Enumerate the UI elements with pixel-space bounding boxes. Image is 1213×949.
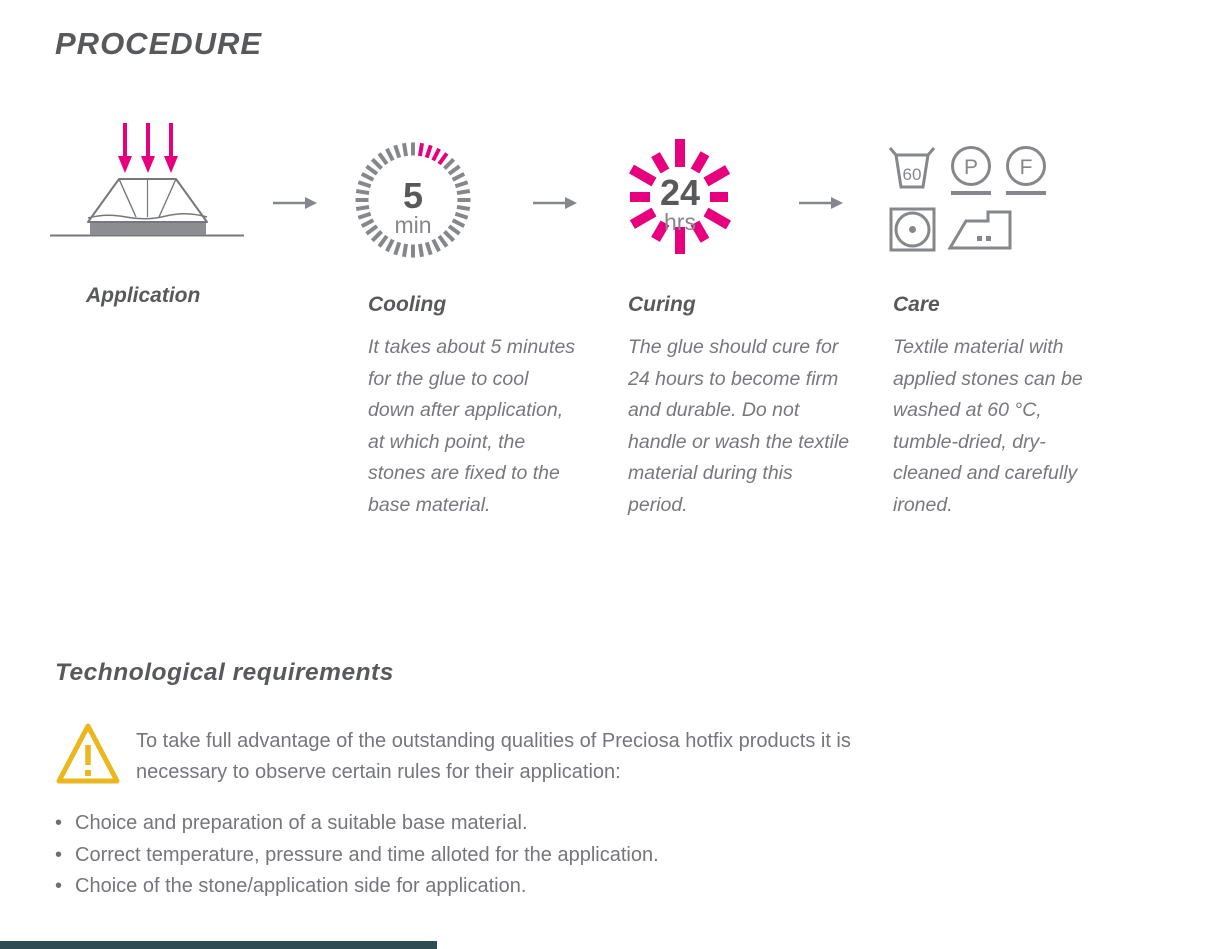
step-label-cooling: Cooling	[368, 293, 447, 316]
iron-icon	[950, 212, 1010, 248]
warning-triangle-icon	[56, 721, 120, 787]
right-arrow-icon	[799, 196, 843, 210]
dry-clean-f-icon	[1006, 148, 1046, 194]
stone-cross-section	[50, 179, 244, 236]
requirement-text: Correct temperature, pressure and time alloted for the application.	[75, 843, 659, 866]
dry-clean-p-label: P	[963, 156, 979, 179]
step-desc-cooling: It takes about 5 minutes for the glue to cool down after application, at which point, the stones are fixed to the base material.	[368, 336, 576, 516]
cooling-unit: min	[394, 212, 432, 238]
step-desc-curing: The glue should cure for 24 hours to become firm and durable. Do not handle or wash the textile material during this period.	[628, 336, 850, 516]
wash-temp-label: 60	[902, 165, 922, 184]
section-title-technological-requirements: Technological requirements	[55, 659, 394, 686]
curing-value: 24	[659, 172, 701, 213]
dry-clean-f-label: F	[1019, 156, 1033, 179]
step-label-application: Application	[86, 284, 201, 307]
pressure-arrows-icon	[118, 123, 178, 173]
footer-color-bar	[0, 941, 437, 949]
curing-burst-icon	[620, 137, 740, 257]
step-label-care: Care	[893, 293, 940, 316]
requirement-text: Choice and preparation of a suitable base material.	[75, 812, 528, 834]
requirement-text: Choice of the stone/application side for application.	[75, 875, 527, 897]
laundry-care-icons	[888, 143, 1048, 255]
bullet-icon: •	[55, 843, 63, 866]
bullet-icon: •	[55, 812, 63, 834]
list-item	[55, 840, 835, 872]
wash-60-icon	[890, 148, 934, 187]
step-desc-care: Textile material with applied stones can be washed at 60 °C, tumble-dried, dry-cleaned and carefully ironed.	[893, 336, 1083, 516]
list-item	[55, 871, 835, 903]
tumble-dry-icon	[891, 209, 934, 250]
hotfix-stone-pressure-icon	[48, 113, 248, 243]
cooling-value: 5	[402, 175, 424, 216]
bullet-icon: •	[55, 875, 63, 897]
right-arrow-icon	[533, 196, 577, 210]
dry-clean-p-icon	[951, 148, 991, 194]
step-label-curing: Curing	[628, 293, 696, 316]
right-arrow-icon	[273, 196, 317, 210]
curing-unit: hrs	[664, 209, 696, 235]
page-title: PROCEDURE	[55, 26, 263, 61]
warning-text: To take full advantage of the outstanding qualities of Preciosa hotfix products it is necessary to observe certain rules for their application:	[136, 730, 851, 783]
requirements-list	[55, 808, 835, 903]
list-item	[55, 808, 835, 840]
cooling-timer-icon	[353, 140, 473, 260]
